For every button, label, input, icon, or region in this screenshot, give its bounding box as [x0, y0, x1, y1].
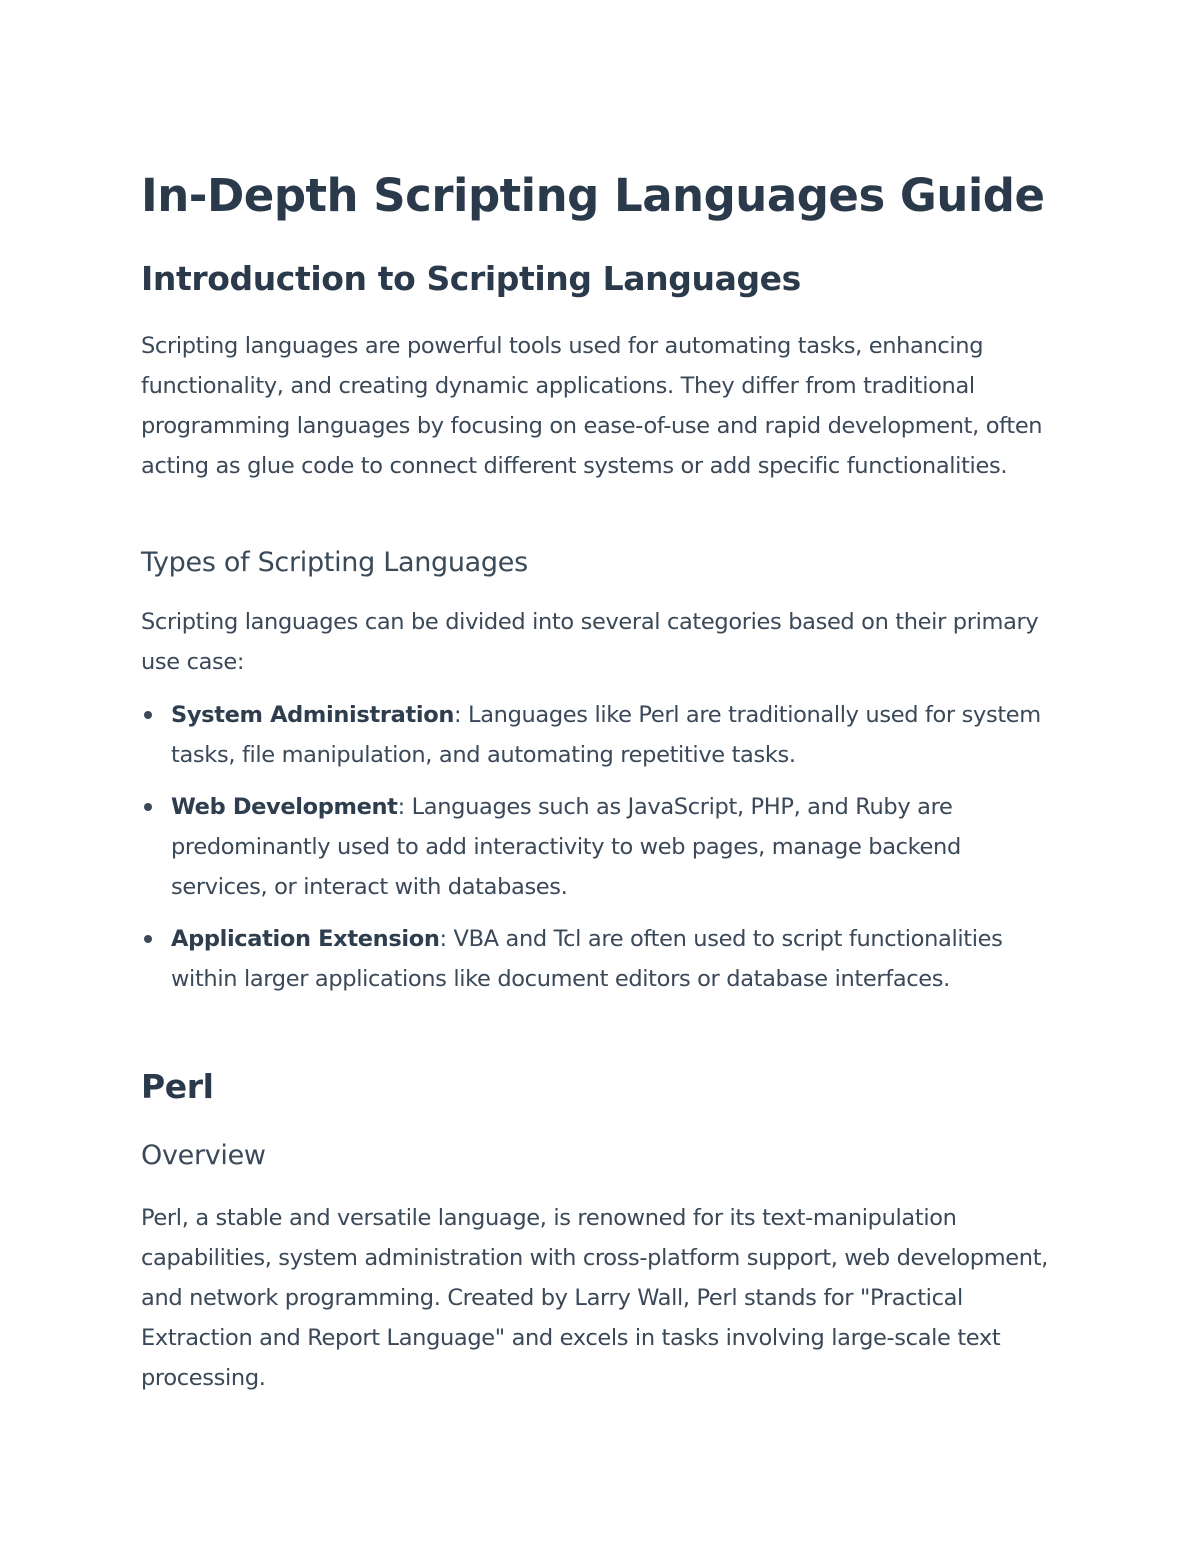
document-title: In-Depth Scripting Languages Guide — [141, 169, 1045, 222]
perl-heading: Perl — [141, 1067, 214, 1106]
bullet-icon — [144, 935, 152, 943]
list-item-text: : Languages such as JavaScript, PHP, and Ruby are predominantly used to add interactivity to web pages, manage backend services, or interact with databases. — [171, 794, 961, 900]
list-item — [141, 787, 1060, 907]
perl-paragraph: Perl, a stable and versatile language, is renowned for its text-manipulation capabilities, system administration with cross-platform support, web development, and network programming. Created by Larry Wall, Perl stands for "Practical Extraction and Report Language" and excels in tasks involving large-scale text processing. — [141, 1205, 1048, 1391]
intro-paragraph: Scripting languages are powerful tools used for automating tasks, enhancing functionality, and creating dynamic applications. They differ from traditional programming languages by focusing on ease-of-use and rapid development, often acting as glue code to connect different systems or add specific functionalities. — [141, 333, 1043, 479]
types-list — [141, 695, 1060, 1011]
list-item — [141, 919, 1060, 999]
list-item-term: Web Development — [171, 794, 398, 820]
bullet-icon — [144, 711, 152, 719]
list-item-text: : VBA and Tcl are often used to script functionalities within larger applications like document editors or database interfaces. — [171, 926, 1003, 992]
perl-overview-heading: Overview — [141, 1140, 266, 1171]
list-item — [141, 695, 1060, 775]
types-heading: Types of Scripting Languages — [141, 547, 528, 578]
types-paragraph: Scripting languages can be divided into several categories based on their primary use case: — [141, 609, 1039, 675]
list-item-term: System Administration — [171, 702, 454, 728]
bullet-icon — [144, 803, 152, 811]
list-item-text: : Languages like Perl are traditionally used for system tasks, file manipulation, and automating repetitive tasks. — [171, 702, 1041, 768]
intro-heading: Introduction to Scripting Languages — [141, 259, 801, 298]
list-item-term: Application Extension — [171, 926, 440, 952]
